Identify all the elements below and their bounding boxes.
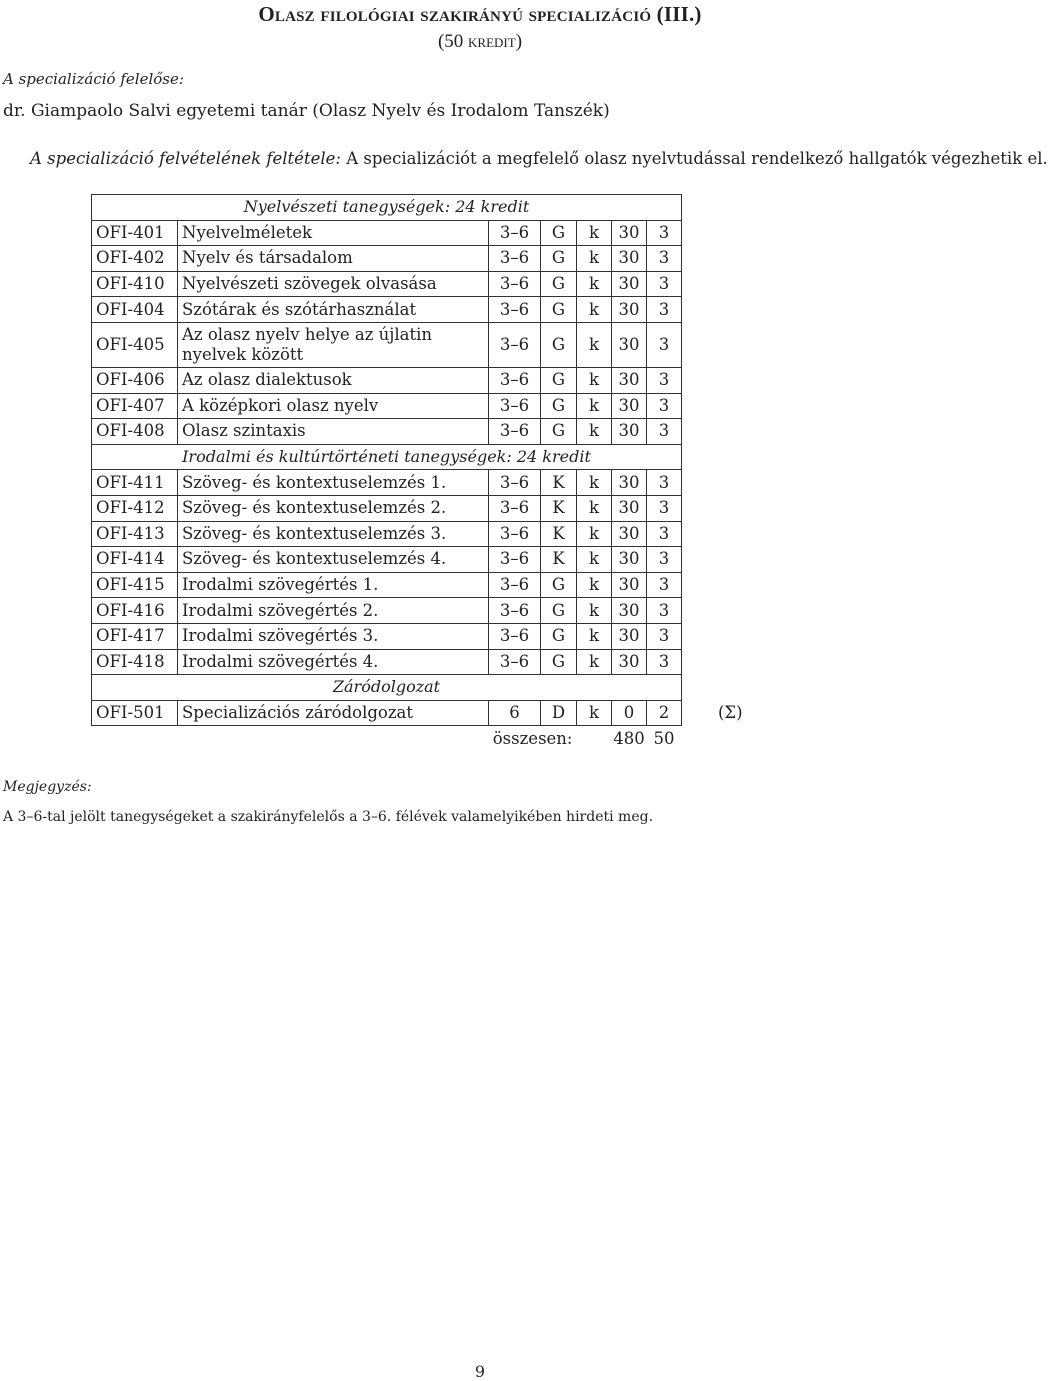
- row-spacer: [682, 470, 779, 496]
- total-hours: 480: [613, 728, 645, 748]
- sum-marker: (Σ): [717, 702, 743, 722]
- course-semester: 3–6: [489, 297, 541, 323]
- course-semester: 3–6: [489, 623, 541, 649]
- total-row: [92, 726, 779, 751]
- course-credit: 3: [647, 470, 682, 496]
- course-type: G: [541, 419, 577, 445]
- row-spacer: [682, 419, 779, 445]
- course-name: Szöveg- és kontextuselemzés 3.: [178, 521, 489, 547]
- course-credit: 3: [647, 393, 682, 419]
- course-type: K: [541, 521, 577, 547]
- course-type: G: [541, 220, 577, 246]
- table-row: [92, 419, 779, 445]
- course-evaluation: k: [577, 322, 612, 367]
- course-type: G: [541, 623, 577, 649]
- course-credit: 3: [647, 419, 682, 445]
- row-spacer: [682, 246, 779, 272]
- course-name: A középkori olasz nyelv: [178, 393, 489, 419]
- course-evaluation: k: [577, 220, 612, 246]
- course-code: OFI-410: [92, 271, 178, 297]
- course-semester: 3–6: [489, 598, 541, 624]
- course-credit: 3: [647, 623, 682, 649]
- course-hours: 30: [612, 521, 647, 547]
- course-evaluation: k: [577, 470, 612, 496]
- table-row: [92, 470, 779, 496]
- course-evaluation: k: [577, 246, 612, 272]
- course-name: Irodalmi szövegértés 4.: [178, 649, 489, 675]
- course-evaluation: k: [577, 547, 612, 573]
- course-hours: 30: [612, 271, 647, 297]
- row-spacer: [682, 271, 779, 297]
- course-credit: 3: [647, 495, 682, 521]
- row-spacer: [682, 367, 779, 393]
- course-hours: 30: [612, 297, 647, 323]
- course-type: G: [541, 271, 577, 297]
- table-row: [92, 322, 779, 367]
- table-row: [92, 700, 779, 726]
- course-type: K: [541, 547, 577, 573]
- total-credit: 50: [653, 728, 675, 748]
- row-spacer: [682, 572, 779, 598]
- course-name: Szótárak és szótárhasználat: [178, 297, 489, 323]
- course-type: G: [541, 393, 577, 419]
- course-semester: 3–6: [489, 367, 541, 393]
- course-credit: 3: [647, 246, 682, 272]
- course-credit: 3: [647, 572, 682, 598]
- total-label: összesen:: [492, 728, 573, 748]
- course-code: OFI-417: [92, 623, 178, 649]
- course-credit: 3: [647, 322, 682, 367]
- course-hours: 30: [612, 322, 647, 367]
- course-evaluation: k: [577, 649, 612, 675]
- course-type: G: [541, 598, 577, 624]
- section-title: Nyelvészeti tanegységek: 24 kredit: [92, 195, 682, 221]
- course-credit: 3: [647, 521, 682, 547]
- table-row: [92, 495, 779, 521]
- course-hours: 30: [612, 572, 647, 598]
- course-type: G: [541, 297, 577, 323]
- course-table: [91, 194, 779, 751]
- course-code: OFI-501: [92, 700, 178, 726]
- course-hours: 30: [612, 598, 647, 624]
- course-semester: 3–6: [489, 547, 541, 573]
- course-code: OFI-406: [92, 367, 178, 393]
- row-spacer: [682, 547, 779, 573]
- table-row: [92, 598, 779, 624]
- row-spacer: [682, 649, 779, 675]
- course-code: OFI-411: [92, 470, 178, 496]
- table-row: [92, 271, 779, 297]
- course-name: Specializációs záródolgozat: [178, 700, 489, 726]
- row-spacer: [682, 521, 779, 547]
- section-title: Záródolgozat: [92, 675, 682, 701]
- course-hours: 30: [612, 623, 647, 649]
- table-row: [92, 521, 779, 547]
- course-hours: 30: [612, 470, 647, 496]
- course-code: OFI-401: [92, 220, 178, 246]
- course-type: G: [541, 572, 577, 598]
- course-credit: 3: [647, 649, 682, 675]
- section-header-row: [92, 195, 779, 221]
- course-evaluation: k: [577, 700, 612, 726]
- course-evaluation: k: [577, 572, 612, 598]
- course-type: G: [541, 367, 577, 393]
- row-spacer: [682, 220, 779, 246]
- course-code: OFI-414: [92, 547, 178, 573]
- course-code: OFI-413: [92, 521, 178, 547]
- course-type: G: [541, 322, 577, 367]
- total-spacer: [92, 726, 178, 751]
- table-row: [92, 572, 779, 598]
- course-credit: 3: [647, 598, 682, 624]
- course-hours: 30: [612, 649, 647, 675]
- course-semester: 3–6: [489, 495, 541, 521]
- course-code: OFI-404: [92, 297, 178, 323]
- course-evaluation: k: [577, 419, 612, 445]
- course-code: OFI-416: [92, 598, 178, 624]
- course-evaluation: k: [577, 598, 612, 624]
- page-subtitle: (50 kredit): [437, 31, 523, 52]
- course-credit: 3: [647, 547, 682, 573]
- admission-condition: [30, 149, 1048, 168]
- course-code: OFI-405: [92, 322, 178, 367]
- course-semester: 3–6: [489, 393, 541, 419]
- course-type: G: [541, 246, 577, 272]
- row-spacer: [682, 495, 779, 521]
- course-evaluation: k: [577, 367, 612, 393]
- section-spacer: [682, 195, 779, 221]
- row-spacer: [682, 297, 779, 323]
- note-label: Megjegyzés:: [3, 779, 92, 795]
- table-row: [92, 649, 779, 675]
- table-row: [92, 623, 779, 649]
- course-code: OFI-407: [92, 393, 178, 419]
- row-spacer: [682, 623, 779, 649]
- course-evaluation: k: [577, 393, 612, 419]
- course-semester: 3–6: [489, 521, 541, 547]
- page-number: 9: [474, 1362, 486, 1381]
- course-semester: 3–6: [489, 322, 541, 367]
- course-type: K: [541, 470, 577, 496]
- course-semester: 3–6: [489, 470, 541, 496]
- table-row: [92, 246, 779, 272]
- row-spacer: [682, 393, 779, 419]
- course-semester: 3–6: [489, 419, 541, 445]
- course-semester: 3–6: [489, 246, 541, 272]
- total-spacer: [682, 726, 779, 751]
- course-credit: 3: [647, 297, 682, 323]
- table-row: [92, 297, 779, 323]
- table-row: [92, 367, 779, 393]
- course-hours: 30: [612, 220, 647, 246]
- course-credit: 3: [647, 271, 682, 297]
- course-evaluation: k: [577, 495, 612, 521]
- course-type: G: [541, 649, 577, 675]
- course-name: Szöveg- és kontextuselemzés 2.: [178, 495, 489, 521]
- row-spacer: [682, 322, 779, 367]
- course-hours: 0: [612, 700, 647, 726]
- course-hours: 30: [612, 547, 647, 573]
- course-code: OFI-402: [92, 246, 178, 272]
- course-type: K: [541, 495, 577, 521]
- course-credit: 2: [647, 700, 682, 726]
- responsible-label: A specializáció felelőse:: [3, 70, 184, 88]
- course-evaluation: k: [577, 521, 612, 547]
- section-spacer: [682, 444, 779, 470]
- section-spacer: [682, 675, 779, 701]
- course-name: Nyelvészeti szövegek olvasása: [178, 271, 489, 297]
- admission-condition-text: A specializációt a megfelelő olasz nyelvtudással rendelkező hallgatók végezhetik el.: [346, 149, 1048, 168]
- page-title: Olasz filológiai szakirányú specializáció (III.): [258, 2, 702, 26]
- row-spacer: [682, 598, 779, 624]
- course-code: OFI-408: [92, 419, 178, 445]
- responsible-name: dr. Giampaolo Salvi egyetemi tanár (Olasz Nyelv és Irodalom Tanszék): [3, 101, 610, 121]
- course-name: Nyelv és társadalom: [178, 246, 489, 272]
- table-row: [92, 547, 779, 573]
- course-hours: 30: [612, 419, 647, 445]
- course-name: Irodalmi szövegértés 2.: [178, 598, 489, 624]
- note-text: A 3–6-tal jelölt tanegységeket a szakirányfelelős a 3–6. félévek valamelyikében hirdeti meg.: [3, 809, 654, 825]
- course-hours: 30: [612, 393, 647, 419]
- course-evaluation: k: [577, 297, 612, 323]
- course-name: Irodalmi szövegértés 1.: [178, 572, 489, 598]
- course-name: Irodalmi szövegértés 3.: [178, 623, 489, 649]
- section-header-row: [92, 675, 779, 701]
- course-evaluation: k: [577, 623, 612, 649]
- course-semester: 6: [489, 700, 541, 726]
- course-hours: 30: [612, 495, 647, 521]
- table-row: [92, 393, 779, 419]
- section-title: Irodalmi és kultúrtörténeti tanegységek: 24 kredit: [92, 444, 682, 470]
- course-code: OFI-412: [92, 495, 178, 521]
- course-semester: 3–6: [489, 649, 541, 675]
- section-header-row: [92, 444, 779, 470]
- course-hours: 30: [612, 246, 647, 272]
- course-name: Nyelvelméletek: [178, 220, 489, 246]
- course-name: Szöveg- és kontextuselemzés 1.: [178, 470, 489, 496]
- total-spacer: [577, 726, 612, 751]
- course-semester: 3–6: [489, 572, 541, 598]
- course-semester: 3–6: [489, 271, 541, 297]
- course-name: Szöveg- és kontextuselemzés 4.: [178, 547, 489, 573]
- course-hours: 30: [612, 367, 647, 393]
- course-name: Olasz szintaxis: [178, 419, 489, 445]
- course-code: OFI-415: [92, 572, 178, 598]
- course-type: D: [541, 700, 577, 726]
- course-semester: 3–6: [489, 220, 541, 246]
- course-name: Az olasz nyelv helye az újlatin nyelvek között: [178, 322, 489, 367]
- table-row: [92, 220, 779, 246]
- course-code: OFI-418: [92, 649, 178, 675]
- course-credit: 3: [647, 220, 682, 246]
- course-name: Az olasz dialektusok: [178, 367, 489, 393]
- course-credit: 3: [647, 367, 682, 393]
- admission-condition-label: A specializáció felvételének feltétele:: [30, 149, 341, 168]
- course-evaluation: k: [577, 271, 612, 297]
